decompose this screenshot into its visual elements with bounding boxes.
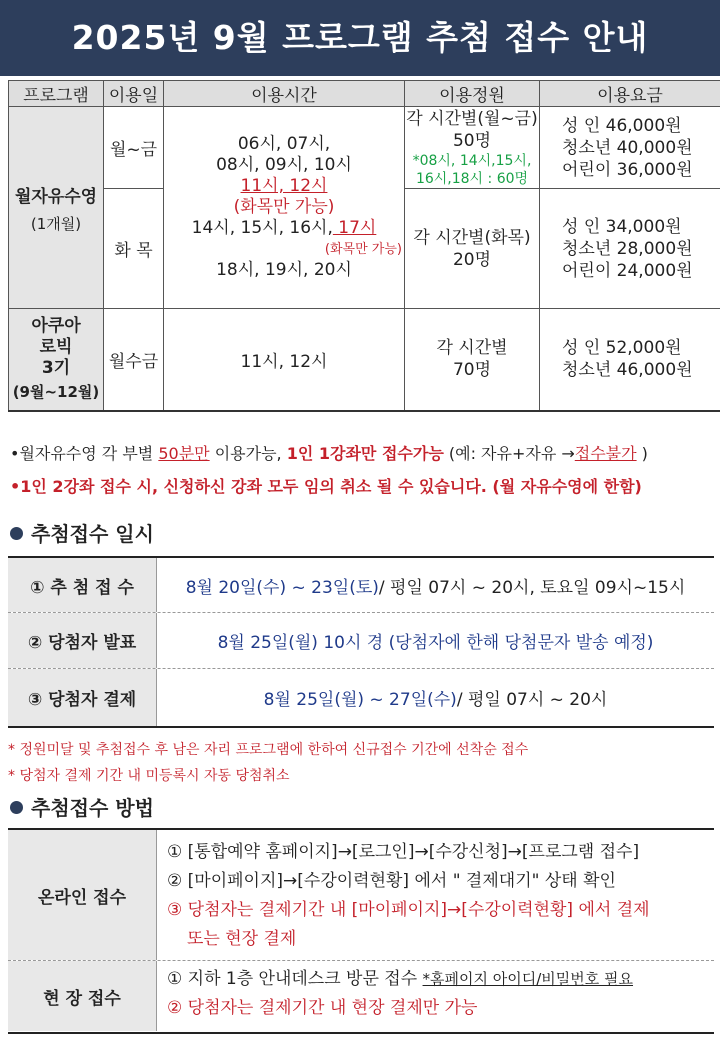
table-header-row [9,81,720,107]
notice [10,437,715,503]
day-aqua: 월수금 [104,309,164,411]
capacity-mon-fri: 각 시간별(월~금) 50명 *08시, 14시,15시, 16시,18시 : 60명 [406,108,538,187]
program-table [8,80,720,412]
header-program: 프로그램 [9,81,104,107]
bullet-icon [10,801,23,814]
table-row [9,309,720,411]
header-fee: 이용요금 [540,81,720,107]
program-aqua: 아쿠아 로빅 3기 (9월~12월) [9,309,104,411]
schedule-row: ③ 당첨자 결제 8월 25일(월) ~ 27일(수) / 평일 07시 ~ 20시 [8,669,714,726]
day-tue-thu: 화 목 [104,189,164,309]
bullet-icon [10,527,23,540]
capacity-aqua: 각 시간별 70명 [405,309,540,411]
program-swim: 월자유수영 (1개월) [9,107,104,309]
method-box [8,828,714,1034]
method-row-online: 온라인 접수 ① [통합예약 홈페이지]→[로그인]→[수강신청]→[프로그램 접수] ② [마이페이지]→[수강이력현황] 에서 " 결제대기" 상태 확인 ③ 당첨자는 결제기간 내 [마이페이지]→[수강이력현황] 에서 결제 또는 현장 결제 [8,830,714,961]
page-title: 2025년 9월 프로그램 추첨 접수 안내 [0,0,720,76]
header-day: 이용일 [104,81,164,107]
fee-tue-thu: 성 인 34,000원 청소년 28,000원 어린이 24,000원 [540,189,720,309]
table-row [9,107,720,189]
fee-aqua: 성 인 52,000원 청소년 46,000원 [540,309,720,411]
section-title-method: 추첨접수 방법 [10,792,154,821]
day-mon-fri: 월~금 [104,107,164,189]
fee-mon-fri: 성 인 46,000원 청소년 40,000원 어린이 36,000원 [540,107,720,189]
header-time: 이용시간 [164,81,405,107]
schedule-row: ① 추 첨 접 수 8월 20일(수) ~ 23일(토) / 평일 07시 ~ 20시, 토요일 09시~15시 [8,558,714,613]
notice-line-1: •월자유수영 각 부별 50분만 이용가능, 1인 1강좌만 접수가능 (예: 자유+자유 →접수불가 ) [10,444,648,463]
method-row-onsite: 현 장 접수 ① 지하 1층 안내데스크 방문 접수 *홈페이지 아이디/비밀번호 필요 ② 당첨자는 결제기간 내 현장 결제만 가능 [8,961,714,1031]
schedule-notes: * 정원미달 및 추첨접수 후 남은 자리 프로그램에 한하여 신규접수 기간에 선착순 접수 * 당첨자 결제 기간 내 미등록시 자동 당첨취소 [8,742,529,784]
header-capacity: 이용정원 [405,81,540,107]
capacity-tue-thu: 각 시간별(화목) 20명 [405,189,540,309]
swim-times: 06시, 07시, 08시, 09시, 10시 11시, 12시 (화목만 가능) 14시, 15시, 16시, 17시 (화목만 가능) 18시, 19시, 20시 [164,107,405,309]
section-title-schedule: 추첨접수 일시 [10,518,154,547]
schedule-box [8,556,714,728]
time-aqua: 11시, 12시 [164,309,405,411]
notice-line-2: •1인 2강좌 접수 시, 신청하신 강좌 모두 임의 취소 될 수 있습니다. (월 자유수영에 한함) [10,477,642,496]
schedule-row: ② 당첨자 발표 8월 25일(월) 10시 경 (당첨자에 한해 당첨문자 발송 예정) [8,613,714,669]
